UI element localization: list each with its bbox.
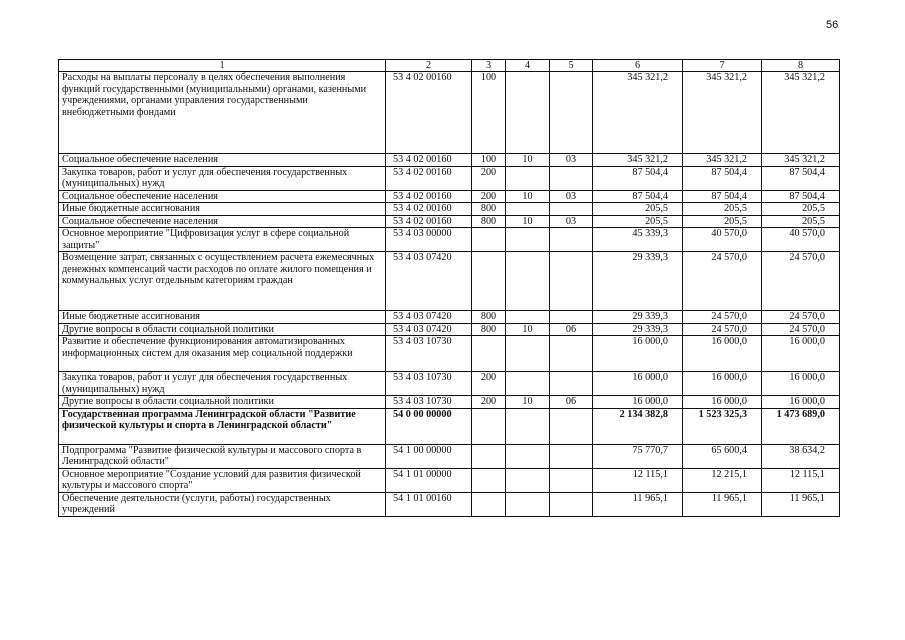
row-col4 [506, 444, 550, 468]
row-col5 [550, 408, 593, 444]
row-value-col6: 345 321,2 [593, 72, 683, 154]
row-value-col8: 1 473 689,0 [762, 408, 840, 444]
table-row [59, 408, 840, 444]
row-col4 [506, 203, 550, 216]
row-col5 [550, 311, 593, 324]
row-value-col6: 205,5 [593, 215, 683, 228]
row-col5: 03 [550, 190, 593, 203]
table-row [59, 154, 840, 167]
row-col5: 03 [550, 154, 593, 167]
page-number: 56 [826, 19, 839, 31]
row-value-col6: 87 504,4 [593, 166, 683, 190]
column-header: 3 [472, 60, 506, 72]
row-value-col6: 12 115,1 [593, 468, 683, 492]
row-name: Расходы на выплаты персоналу в целях обеспечения выполнения функций государственными (муниципальными) органами, казенными учреждениями, органами управления государственными внебюджетными фондами [59, 72, 386, 154]
row-col4: 10 [506, 396, 550, 409]
row-code: 54 1 01 00000 [386, 468, 472, 492]
row-col4 [506, 372, 550, 396]
row-col3: 800 [472, 323, 506, 336]
row-code: 54 0 00 00000 [386, 408, 472, 444]
row-value-col7: 16 000,0 [683, 372, 762, 396]
row-value-col8: 38 634,2 [762, 444, 840, 468]
row-col4 [506, 72, 550, 154]
column-header: 8 [762, 60, 840, 72]
row-value-col8: 24 570,0 [762, 323, 840, 336]
row-col5: 03 [550, 215, 593, 228]
row-code: 54 1 00 00000 [386, 444, 472, 468]
row-code: 53 4 03 07420 [386, 323, 472, 336]
budget-table [58, 59, 840, 517]
row-value-col6: 45 339,3 [593, 228, 683, 252]
row-col5 [550, 468, 593, 492]
row-col4: 10 [506, 154, 550, 167]
row-name: Социальное обеспечение населения [59, 190, 386, 203]
table-row [59, 190, 840, 203]
row-col5: 06 [550, 396, 593, 409]
row-col4: 10 [506, 323, 550, 336]
row-name: Развитие и обеспечение функционирования автоматизированных информационных систем для оказания мер социальной поддержки [59, 336, 386, 372]
row-col3: 800 [472, 215, 506, 228]
row-value-col8: 12 115,1 [762, 468, 840, 492]
row-col4 [506, 252, 550, 311]
row-value-col6: 29 339,3 [593, 311, 683, 324]
row-col3: 800 [472, 311, 506, 324]
row-col4 [506, 228, 550, 252]
row-col3 [472, 492, 506, 516]
row-col3: 200 [472, 372, 506, 396]
column-header: 5 [550, 60, 593, 72]
table-row [59, 215, 840, 228]
row-col3: 200 [472, 396, 506, 409]
row-col3: 800 [472, 203, 506, 216]
row-col5 [550, 203, 593, 216]
row-value-col8: 24 570,0 [762, 252, 840, 311]
row-value-col7: 24 570,0 [683, 311, 762, 324]
row-value-col7: 345 321,2 [683, 72, 762, 154]
row-value-col7: 87 504,4 [683, 166, 762, 190]
row-col3 [472, 408, 506, 444]
row-code: 54 1 01 00160 [386, 492, 472, 516]
row-code: 53 4 02 00160 [386, 166, 472, 190]
row-value-col6: 29 339,3 [593, 323, 683, 336]
row-code: 53 4 03 00000 [386, 228, 472, 252]
row-value-col6: 29 339,3 [593, 252, 683, 311]
row-value-col8: 87 504,4 [762, 190, 840, 203]
table-row [59, 336, 840, 372]
row-code: 53 4 03 10730 [386, 336, 472, 372]
row-name: Другие вопросы в области социальной политики [59, 396, 386, 409]
row-name: Закупка товаров, работ и услуг для обеспечения государственных (муниципальных) нужд [59, 372, 386, 396]
row-value-col6: 16 000,0 [593, 372, 683, 396]
row-value-col7: 16 000,0 [683, 396, 762, 409]
row-col3: 100 [472, 72, 506, 154]
table-row [59, 311, 840, 324]
row-code: 53 4 03 07420 [386, 252, 472, 311]
row-name: Возмещение затрат, связанных с осуществлением расчета ежемесячных денежных компенсаций части расходов по оплате жилого помещения и коммунальных услуг отдельным категориям граждан [59, 252, 386, 311]
row-code: 53 4 02 00160 [386, 203, 472, 216]
row-name: Обеспечение деятельности (услуги, работы) государственных учреждений [59, 492, 386, 516]
row-col5 [550, 166, 593, 190]
row-value-col7: 16 000,0 [683, 336, 762, 372]
row-value-col6: 11 965,1 [593, 492, 683, 516]
row-col5 [550, 336, 593, 372]
row-name: Закупка товаров, работ и услуг для обеспечения государственных (муниципальных) нужд [59, 166, 386, 190]
row-name: Социальное обеспечение населения [59, 215, 386, 228]
column-header: 7 [683, 60, 762, 72]
row-col4 [506, 492, 550, 516]
row-value-col7: 40 570,0 [683, 228, 762, 252]
row-name: Иные бюджетные ассигнования [59, 311, 386, 324]
row-value-col6: 16 000,0 [593, 336, 683, 372]
row-col4 [506, 311, 550, 324]
row-name: Другие вопросы в области социальной политики [59, 323, 386, 336]
row-value-col6: 205,5 [593, 203, 683, 216]
row-value-col7: 205,5 [683, 203, 762, 216]
row-col3 [472, 228, 506, 252]
row-code: 53 4 03 07420 [386, 311, 472, 324]
row-col4: 10 [506, 215, 550, 228]
table-row [59, 72, 840, 154]
table-row [59, 396, 840, 409]
column-header: 4 [506, 60, 550, 72]
row-name: Иные бюджетные ассигнования [59, 203, 386, 216]
table-row [59, 492, 840, 516]
row-name: Социальное обеспечение населения [59, 154, 386, 167]
row-col3 [472, 444, 506, 468]
row-col3: 100 [472, 154, 506, 167]
row-value-col8: 345 321,2 [762, 154, 840, 167]
row-col4 [506, 336, 550, 372]
row-code: 53 4 02 00160 [386, 190, 472, 203]
column-header: 6 [593, 60, 683, 72]
table-header-row [59, 60, 840, 72]
row-value-col7: 345 321,2 [683, 154, 762, 167]
row-name: Основное мероприятие "Создание условий для развития физической культуры и массового спорта" [59, 468, 386, 492]
table-row [59, 468, 840, 492]
row-name: Государственная программа Ленинградской области "Развитие физической культуры и спорта в Ленинградской области" [59, 408, 386, 444]
row-col5 [550, 372, 593, 396]
row-code: 53 4 02 00160 [386, 154, 472, 167]
row-col3: 200 [472, 190, 506, 203]
row-value-col8: 16 000,0 [762, 396, 840, 409]
table-row [59, 252, 840, 311]
table-row [59, 166, 840, 190]
row-col3 [472, 252, 506, 311]
row-value-col7: 24 570,0 [683, 252, 762, 311]
row-col3 [472, 336, 506, 372]
row-value-col6: 2 134 382,8 [593, 408, 683, 444]
row-code: 53 4 02 00160 [386, 215, 472, 228]
table-row [59, 203, 840, 216]
row-value-col8: 87 504,4 [762, 166, 840, 190]
row-name: Основное мероприятие "Цифровизация услуг в сфере социальной защиты" [59, 228, 386, 252]
table-row [59, 444, 840, 468]
row-code: 53 4 02 00160 [386, 72, 472, 154]
row-value-col8: 16 000,0 [762, 372, 840, 396]
row-col5 [550, 492, 593, 516]
row-col5: 06 [550, 323, 593, 336]
row-value-col8: 11 965,1 [762, 492, 840, 516]
row-value-col8: 205,5 [762, 215, 840, 228]
row-value-col7: 1 523 325,3 [683, 408, 762, 444]
row-code: 53 4 03 10730 [386, 396, 472, 409]
row-col4 [506, 408, 550, 444]
row-col4 [506, 166, 550, 190]
row-value-col7: 11 965,1 [683, 492, 762, 516]
row-value-col7: 12 215,1 [683, 468, 762, 492]
row-col5 [550, 72, 593, 154]
row-value-col8: 16 000,0 [762, 336, 840, 372]
table-row [59, 372, 840, 396]
row-name: Подпрограмма "Развитие физической культуры и массового спорта в Ленинградской области" [59, 444, 386, 468]
row-value-col8: 345 321,2 [762, 72, 840, 154]
row-value-col7: 205,5 [683, 215, 762, 228]
row-col5 [550, 444, 593, 468]
row-col4 [506, 468, 550, 492]
row-col4: 10 [506, 190, 550, 203]
row-value-col8: 205,5 [762, 203, 840, 216]
row-value-col7: 87 504,4 [683, 190, 762, 203]
row-col5 [550, 228, 593, 252]
row-col3: 200 [472, 166, 506, 190]
row-value-col7: 65 600,4 [683, 444, 762, 468]
row-col3 [472, 468, 506, 492]
row-value-col6: 16 000,0 [593, 396, 683, 409]
table-row [59, 323, 840, 336]
table-row [59, 228, 840, 252]
column-header: 1 [59, 60, 386, 72]
row-code: 53 4 03 10730 [386, 372, 472, 396]
row-col5 [550, 252, 593, 311]
row-value-col7: 24 570,0 [683, 323, 762, 336]
row-value-col8: 24 570,0 [762, 311, 840, 324]
row-value-col8: 40 570,0 [762, 228, 840, 252]
row-value-col6: 75 770,7 [593, 444, 683, 468]
column-header: 2 [386, 60, 472, 72]
row-value-col6: 345 321,2 [593, 154, 683, 167]
row-value-col6: 87 504,4 [593, 190, 683, 203]
